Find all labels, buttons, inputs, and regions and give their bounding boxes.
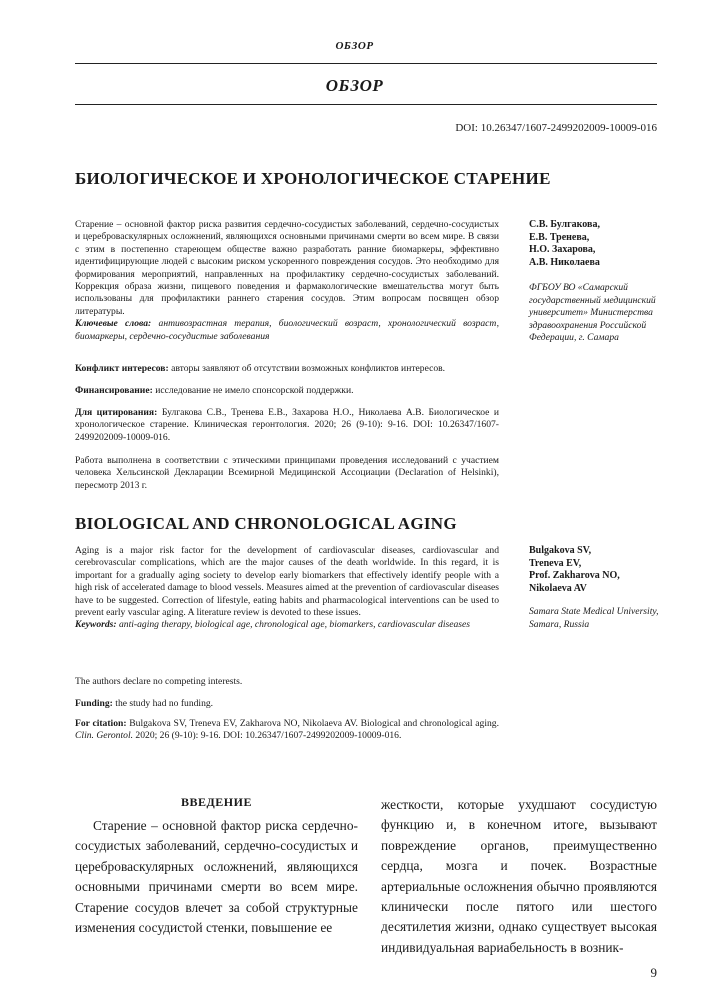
- authors-en: [529, 545, 659, 595]
- citation-en-pre: Bulgakova SV, Treneva EV, Zakharova NO, Nikolaeva AV. Biological and chronological aging.: [129, 718, 499, 729]
- page-number: 9: [650, 965, 657, 980]
- intro-column-2: жесткости, которые ухудшают сосудистую функцию и, в конечном итоге, вызывают повреждение органов, преимущественно сердца, мозга и почек. Возрастные артериальные осложнения обычно проявляются клинически после пятого или шестого десятилетия жизни, однако существует высокая индивидуальная вариабельность в возник-: [381, 797, 657, 955]
- abstract-ru-text: Старение – основной фактор риска развития сердечно-сосудистых заболеваний, сердечно-сосудистых и цереброваскулярных осложнений, являющихся основными причинами смерти во всем мире. В связи с этим в постепенно стареющем обществе важно разработать ранние биомаркеры, эффективно идентифицирующие людей с высоким риском ускоренного повреждения сосудов. Это необходимо для формирования мероприятий, направленных на профилактику сердечно-сосудистых заболеваний. Коррекция образа жизни, пищевого поведения и фармакологические вмешательства могут быть использованы для профилактики раннего старения сосудов. Этим вопросам посвящен обзор литературы.: [75, 219, 499, 317]
- affiliation-ru: ФГБОУ ВО «Самарский государственный медицинский университет» Министерства здравоохранения Российской Федерации, г. Самара: [529, 282, 656, 344]
- conflict-ru-label: Конфликт интересов:: [75, 363, 169, 374]
- article-title-en: BIOLOGICAL AND CHRONOLOGICAL AGING: [75, 514, 457, 533]
- abstract-en: [75, 545, 499, 632]
- keywords-en: anti-aging therapy, biological age, chronological age, biomarkers, cardiovascular diseases: [118, 619, 470, 631]
- authors-ru: [529, 219, 659, 269]
- citation-ru-label: Для цитирования:: [75, 407, 158, 418]
- funding-ru: [75, 385, 499, 397]
- author-en: Treneva EV,: [529, 557, 582, 569]
- ethics-statement: Работа выполнена в соответствии с этическими принципами проведения исследований с участием человека Хельсинской Декларации Всемирной Медицинской Ассоциации (Declaration of Helsinki), пересмотр 2013 г.: [75, 455, 499, 491]
- section-title: ОБЗОР: [325, 76, 384, 95]
- author-ru: С.В. Булгакова,: [529, 219, 600, 230]
- author-en: Prof. Zakharova NO,: [529, 570, 620, 582]
- author-ru: А.В. Николаева: [529, 256, 600, 268]
- abstract-en-text: Aging is a major risk factor for the development of cardiovascular diseases, cardiovascular and cerebrovascular complications, which are the major causes of the death worldwide. In this regard, it is important for a gradually aging society to develop early biomarkers that effectively identify people with a high risk of accelerated damage to blood vessels. Measures aimed at the prevention of cardiovascular diseases have to be suggested. Correction of lifestyle, eating habits and pharmacological interventions can be used to prevent early vascular aging. A literature review is devoted to these issues.: [75, 545, 499, 619]
- funding-ru-text: исследование не имело спонсорской поддержки.: [155, 385, 354, 396]
- header-rule-top: [75, 63, 657, 64]
- conflict-ru: [75, 363, 499, 375]
- citation-ru: [75, 407, 499, 444]
- funding-en-text: the study had no funding.: [115, 698, 214, 709]
- author-en: Nikolaeva AV: [529, 582, 587, 594]
- intro-heading: ВВЕДЕНИЕ: [181, 795, 252, 809]
- citation-en-journal: Clin. Gerontol.: [75, 730, 134, 742]
- doi: DOI: 10.26347/1607-2499202009-10009-016: [455, 122, 657, 134]
- funding-en-label: Funding:: [75, 698, 113, 709]
- citation-en-label: For citation:: [75, 718, 127, 729]
- running-title: ОБЗОР: [335, 40, 374, 52]
- keywords-ru: антивозрастная терапия, биологический возраст, хронологический возраст, биомаркеры, сердечно-сосудистые заболевания: [75, 318, 499, 342]
- conflict-ru-text: авторы заявляют об отсутствии возможных конфликтов интересов.: [171, 363, 446, 374]
- citation-ru-text: Булгакова С.В., Тренева Е.В., Захарова Н.О., Николаева А.В. Биологическое и хронологическое старение. Клиническая геронтология. 2020; 26 (9-10): 9-16. DOI: 10.26347/1607-2499202009-10009-016.: [75, 407, 500, 443]
- author-en: Bulgakova SV,: [529, 545, 592, 556]
- abstract-ru: [75, 219, 499, 343]
- citation-en-post: 2020; 26 (9-10): 9-16. DOI: 10.26347/1607-2499202009-10009-016.: [135, 730, 402, 742]
- intro-column-1: Старение – основной фактор риска сердечно-сосудистых заболеваний, сердечно-сосудистых и цереброваскулярных осложнений, являющихся основными причинами смерти во всем мире. Старение сосудов влечет за собой структурные изменения сосудистой стенки, повышение ее: [75, 818, 358, 936]
- keywords-ru-label: Ключевые слова:: [75, 318, 152, 330]
- author-ru: Н.О. Захарова,: [529, 244, 596, 256]
- funding-en: [75, 698, 499, 710]
- keywords-en-label: Keywords:: [75, 619, 117, 631]
- conflict-en: The authors declare no competing interests.: [75, 676, 243, 687]
- author-ru: Е.В. Тренева,: [529, 231, 590, 243]
- citation-en: [75, 718, 499, 743]
- article-title-ru: БИОЛОГИЧЕСКОЕ И ХРОНОЛОГИЧЕСКОЕ СТАРЕНИЕ: [75, 169, 551, 188]
- funding-ru-label: Финансирование:: [75, 385, 153, 396]
- affiliation-en: Samara State Medical University, Samara, Russia: [529, 606, 659, 630]
- header-rule-bottom: [75, 104, 657, 105]
